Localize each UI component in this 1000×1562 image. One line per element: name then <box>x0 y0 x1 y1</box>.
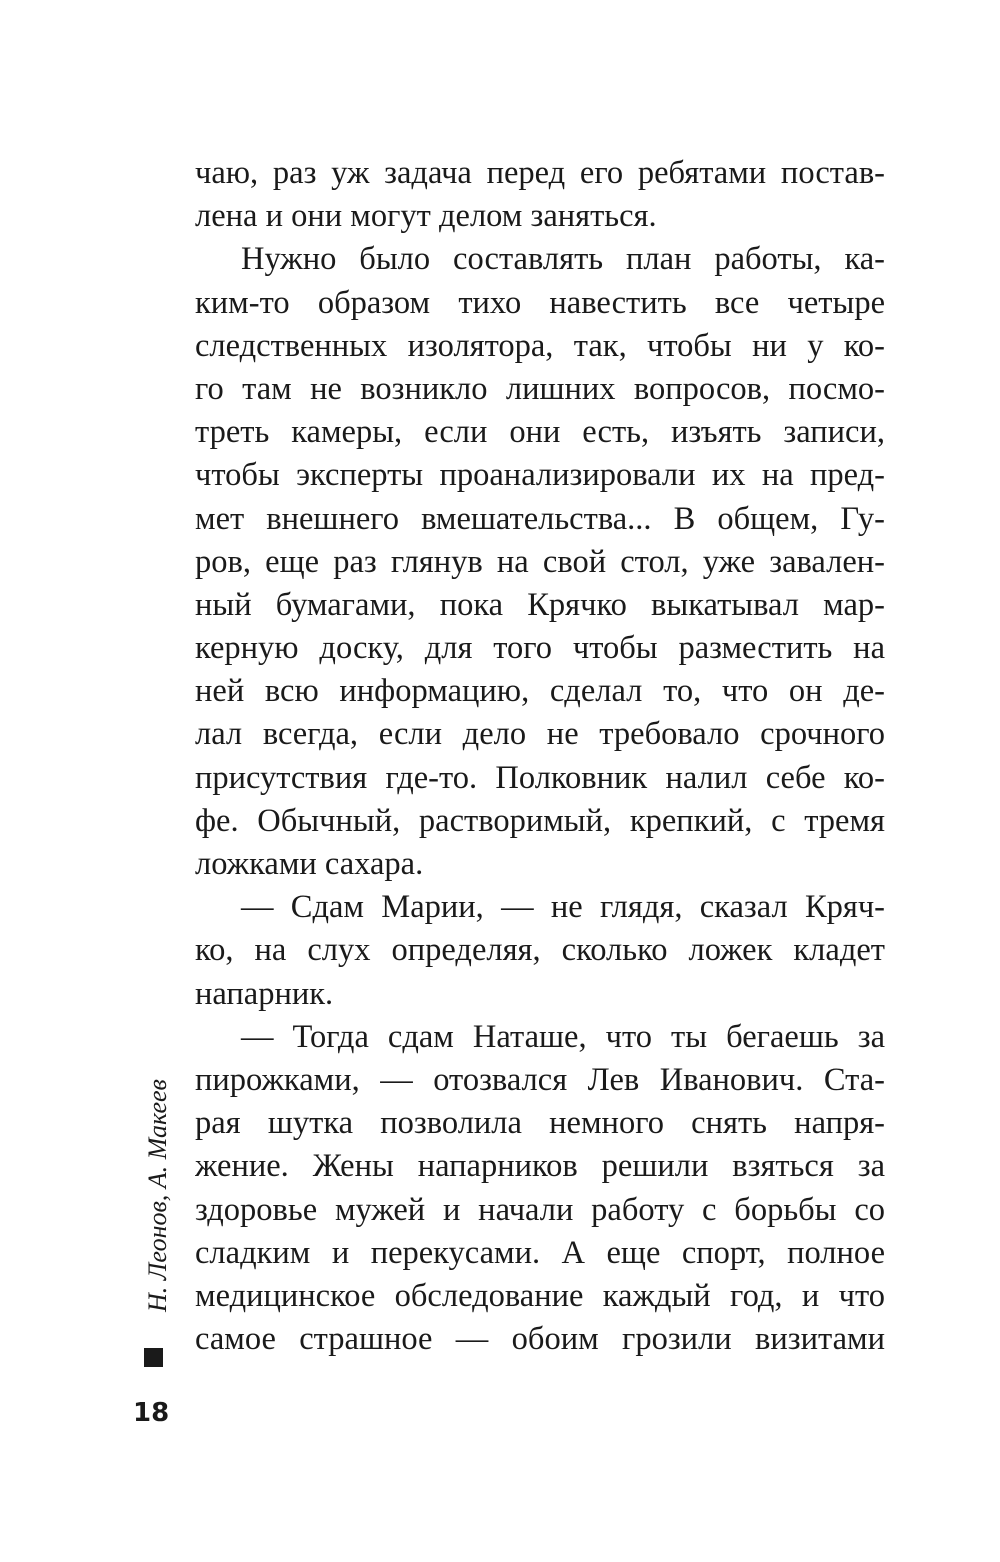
running-head-marker <box>144 1348 163 1367</box>
text-line: мет внешнего вмешательства... В общем, Гу- <box>195 500 885 537</box>
text-line: треть камеры, если они есть, изъять записи, <box>195 414 885 451</box>
text-line: чаю, раз уж задача перед его ребятами постав- <box>195 155 885 191</box>
body-text <box>195 152 885 1361</box>
text-line: медицинское обследование каждый год, и что <box>195 1277 885 1314</box>
text-line: — Сдам Марии, — не глядя, сказал Кряч- <box>241 889 885 926</box>
text-line: лена и они могут делом заняться. <box>195 198 657 235</box>
text-line: лал всегда, если дело не требовало срочного <box>195 716 885 753</box>
text-line: ким-то образом тихо навестить все четыре <box>195 284 885 321</box>
text-line: ложками сахара. <box>195 846 424 882</box>
text-line: присутствия где-то. Полковник налил себе ко- <box>195 759 885 796</box>
running-head-authors: Н. Леонов, А. Макеев <box>143 1079 172 1313</box>
text-line: пирожками, — отозвался Лев Иванович. Ста- <box>195 1061 885 1098</box>
text-line: сладким и перекусами. А еще спорт, полное <box>195 1234 885 1271</box>
text-line: напарник. <box>195 975 334 1012</box>
text-line: керную доску, для того чтобы разместить на <box>195 630 885 667</box>
text-line: жение. Жены напарников решили взяться за <box>195 1148 885 1185</box>
text-line: здоровье мужей и начали работу с борьбы со <box>195 1191 885 1228</box>
text-line: самое страшное — обоим грозили визитами <box>195 1321 885 1358</box>
text-line: Нужно было составлять план работы, ка- <box>241 241 885 278</box>
text-line: следственных изолятора, так, чтобы ни у ко- <box>195 327 885 364</box>
text-line: — Тогда сдам Наташе, что ты бегаешь за <box>241 1018 885 1055</box>
text-line: ров, еще раз глянув на свой стол, уже завален- <box>195 543 885 580</box>
text-line: ко, на слух определяя, сколько ложек кладет <box>195 932 885 969</box>
text-line: ней всю информацию, сделал то, что он де- <box>195 673 885 710</box>
text-line: чтобы эксперты проанализировали их на пред- <box>195 457 885 494</box>
text-line: ный бумагами, пока Крячко выкатывал мар- <box>195 586 885 623</box>
page-number: 18 <box>133 1398 170 1428</box>
text-line: го там не возникло лишних вопросов, посмо- <box>195 370 885 407</box>
text-line: фе. Обычный, растворимый, крепкий, с тремя <box>195 802 885 839</box>
text-line: рая шутка позволила немного снять напря- <box>195 1105 885 1142</box>
